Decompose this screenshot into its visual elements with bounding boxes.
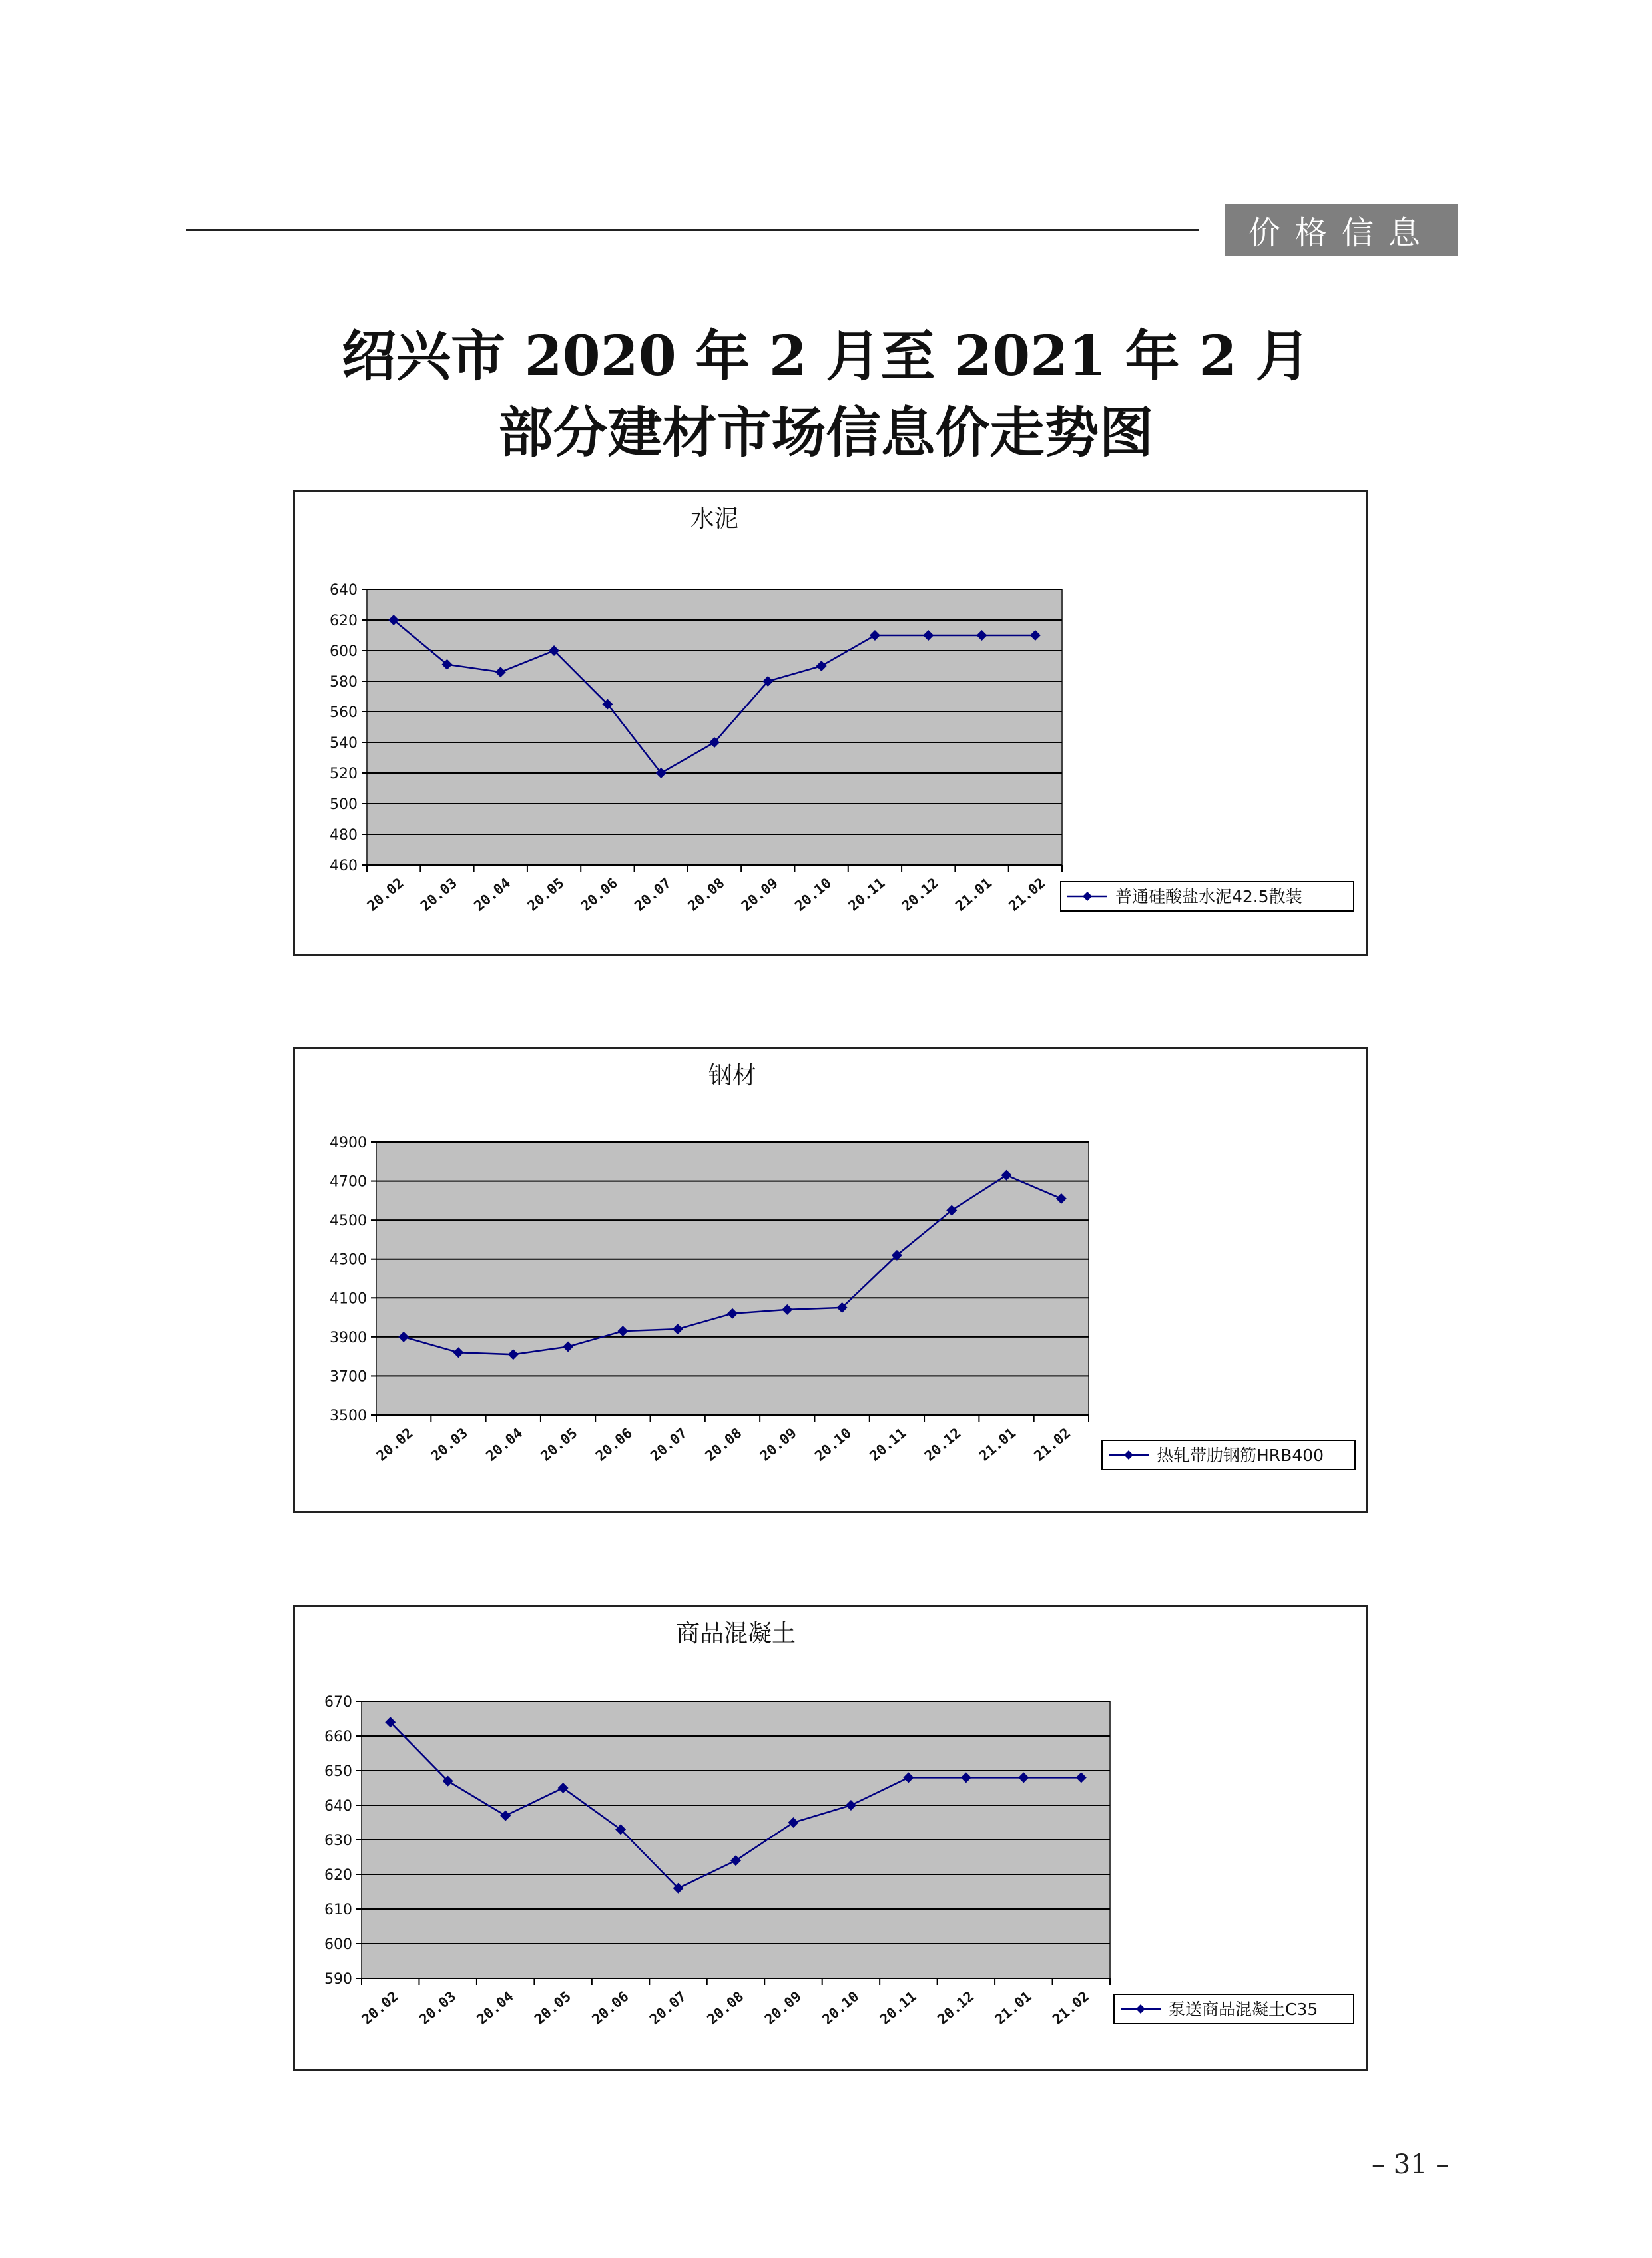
x-tick-label: 20.12 [921,1424,964,1464]
y-tick-label: 4100 [330,1290,367,1308]
chart-title: 钢材 [708,1062,757,1089]
y-tick-label: 600 [324,1936,352,1953]
y-tick-label: 670 [324,1694,352,1711]
x-tick-label: 20.03 [416,1988,459,2028]
x-tick-label: 20.08 [704,1988,747,2028]
x-tick-label: 21.02 [1031,1424,1074,1464]
x-tick-label: 20.07 [631,874,675,914]
x-tick-label: 20.08 [702,1424,745,1464]
x-tick-label: 21.02 [1005,874,1049,914]
legend-label: 泵送商品混凝土C35 [1169,2000,1318,2019]
y-tick-label: 590 [324,1971,352,1988]
x-tick-label: 20.09 [738,874,781,914]
legend-label: 热轧带肋钢筋HRB400 [1157,1446,1324,1465]
y-tick-label: 640 [330,582,358,599]
y-tick-label: 3500 [330,1408,367,1424]
y-tick-label: 4700 [330,1173,367,1191]
x-tick-label: 21.01 [976,1424,1019,1464]
x-tick-label: 20.02 [364,874,407,914]
x-tick-label: 20.02 [358,1988,402,2028]
x-tick-label: 20.04 [473,1988,517,2028]
y-tick-label: 460 [330,858,358,874]
y-tick-label: 3700 [330,1368,367,1386]
x-tick-label: 20.06 [593,1424,635,1464]
y-tick-label: 4300 [330,1251,367,1269]
y-tick-label: 580 [330,674,358,691]
chart-steel-svg [295,1049,1366,1511]
chart-steel [293,1047,1368,1513]
y-tick-label: 4900 [330,1135,367,1151]
y-tick-label: 610 [324,1902,352,1918]
x-tick-label: 20.11 [866,1424,910,1464]
x-tick-label: 21.01 [952,874,995,914]
x-tick-label: 20.04 [471,874,514,914]
x-tick-label: 20.06 [578,874,621,914]
y-tick-label: 540 [330,735,358,752]
x-tick-label: 20.08 [685,874,728,914]
chart-cement [293,490,1368,956]
x-tick-label: 20.03 [428,1424,471,1464]
x-tick-label: 20.10 [812,1424,855,1464]
page-number: – 31 – [1372,2149,1450,2180]
x-tick-label: 20.12 [898,874,942,914]
chart-title: 水泥 [690,505,739,533]
x-tick-label: 20.03 [417,874,460,914]
section-tag: 价格信息 [1225,204,1458,256]
x-tick-label: 20.10 [792,874,835,914]
y-tick-label: 520 [330,766,358,782]
y-tick-label: 4500 [330,1213,367,1230]
x-tick-label: 20.05 [537,1424,581,1464]
plot-area [367,589,1062,865]
x-tick-label: 20.07 [647,1424,690,1464]
x-tick-label: 20.05 [531,1988,575,2028]
x-tick-label: 20.05 [524,874,567,914]
y-tick-label: 3900 [330,1329,367,1346]
x-tick-label: 20.02 [373,1424,416,1464]
x-tick-label: 20.10 [819,1988,862,2028]
x-tick-label: 20.11 [876,1988,920,2028]
chart-concrete [293,1605,1368,2071]
y-tick-label: 600 [330,643,358,660]
x-tick-label: 20.06 [589,1988,632,2028]
y-tick-label: 620 [330,613,358,629]
chart-cement-svg [295,492,1366,954]
chart-concrete-svg [295,1607,1366,2069]
y-tick-label: 630 [324,1833,352,1849]
y-tick-label: 620 [324,1867,352,1884]
chart-title: 商品混凝土 [675,1620,796,1647]
x-tick-label: 21.02 [1049,1988,1093,2028]
x-tick-label: 21.01 [991,1988,1035,2028]
y-tick-label: 640 [324,1798,352,1815]
x-tick-label: 20.11 [845,874,888,914]
y-tick-label: 660 [324,1729,352,1745]
page-title-line-1: 绍兴市 2020 年 2 月至 2021 年 2 月 [342,324,1310,388]
y-tick-label: 560 [330,705,358,721]
x-tick-label: 20.04 [483,1424,526,1464]
plot-area [376,1142,1089,1415]
x-tick-label: 20.07 [647,1988,689,2028]
x-tick-label: 20.12 [934,1988,977,2028]
page-title-line-2: 部分建材市场信息价走势图 [498,401,1154,465]
y-tick-label: 650 [324,1763,352,1780]
legend-label: 普通硅酸盐水泥42.5散装 [1115,887,1302,906]
x-tick-label: 20.09 [756,1424,800,1464]
header-rule [186,229,1199,231]
y-tick-label: 500 [330,796,358,813]
y-tick-label: 480 [330,827,358,844]
x-tick-label: 20.09 [762,1988,804,2028]
